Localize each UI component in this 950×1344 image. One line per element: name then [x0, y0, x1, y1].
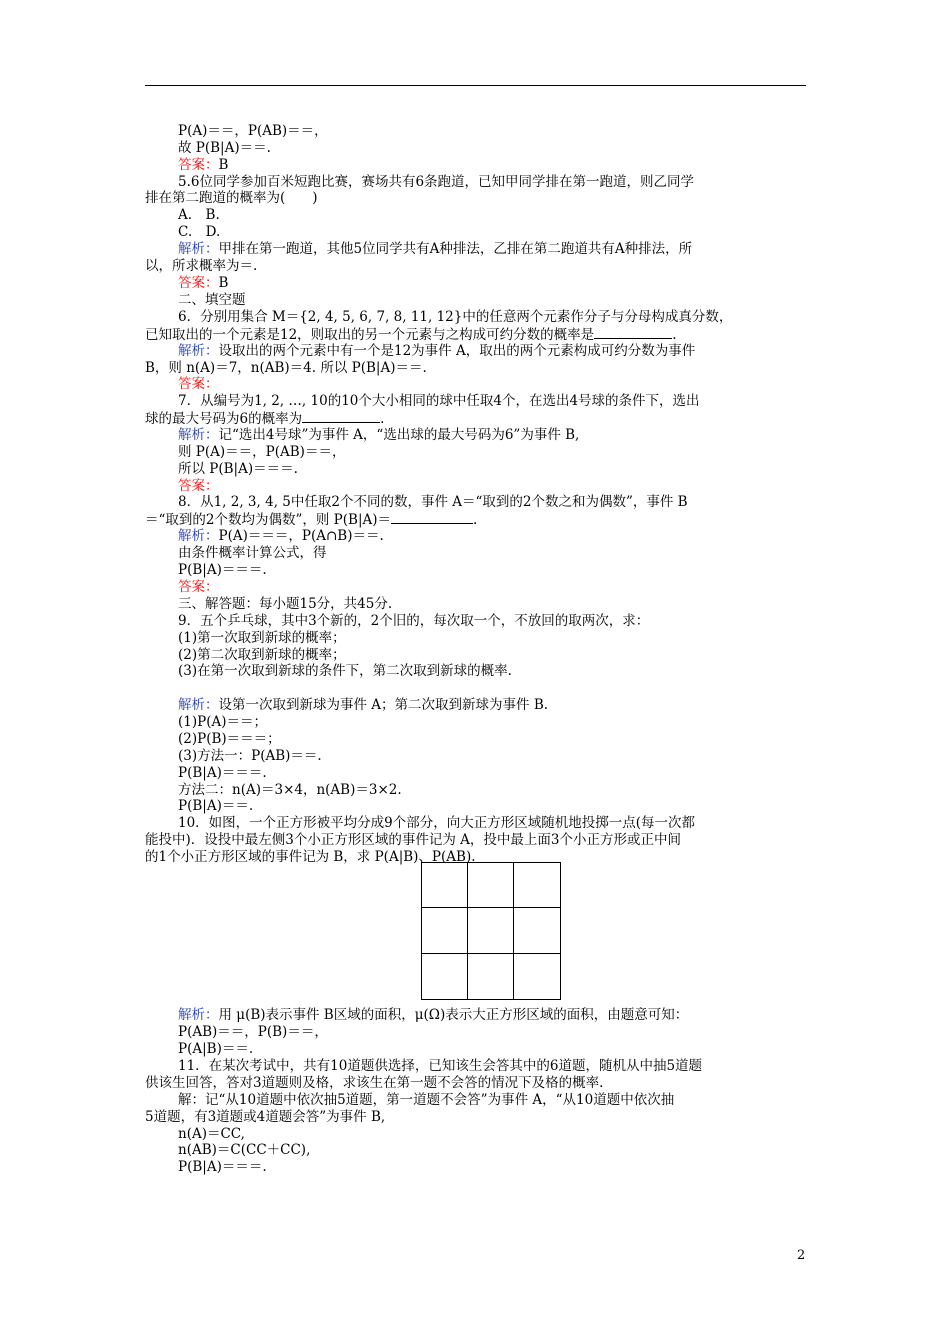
- text-line: [145, 326, 676, 343]
- analysis-label: 解析：: [178, 241, 219, 257]
- question-8: 8．从1, 2, 3, 4, 5中任取2个不同的数，事件 A＝“取到的2个数之和为偶数”，事件 B: [178, 494, 688, 510]
- text-line: 的1个小正方形区域的事件记为 B，求 P(A|B)、P(AB).: [145, 849, 476, 865]
- answer-value: B: [218, 275, 229, 291]
- grid-cell: [514, 863, 560, 908]
- question-11: 11．在某次考试中，共有10道题供选择，已知该生会答其中的6道题，随机从中抽5道题: [178, 1058, 703, 1074]
- text-line: 供该生回答，答对3道题则及格，求该生在第一题不会答的情况下及格的概率.: [145, 1075, 604, 1091]
- analysis-line: [178, 528, 384, 544]
- text-line: (2)第二次取到新球的概率；: [178, 647, 346, 663]
- text-line: 则 P(A)＝＝，P(AB)＝＝，: [178, 444, 346, 460]
- answer-blank: [391, 511, 473, 524]
- analysis-line: [178, 427, 579, 443]
- section-heading: 二、填空题: [178, 292, 246, 308]
- text-line: n(A)＝CC,: [178, 1126, 245, 1142]
- analysis-text: 设取出的两个元素中有一个是12为事件 A，取出的两个元素构成可约分数为事件: [218, 343, 696, 359]
- analysis-label: 解析：: [178, 1007, 219, 1023]
- analysis-text: 记“选出4号球”为事件 A，“选出球的最大号码为6”为事件 B,: [218, 427, 580, 443]
- analysis-line: [178, 1007, 688, 1023]
- text-line: [145, 511, 477, 528]
- answer-blank: [302, 410, 380, 423]
- text-span: 已知取出的一个元素是12，则取出的另一个元素与之构成可约分数的概率是: [145, 327, 595, 343]
- answer-label: 答案：: [178, 376, 219, 392]
- text-line: 以，所求概率为＝.: [145, 258, 258, 274]
- question-10: 10．如图，一个正方形被平均分成9个部分，向大正方形区域随机地投掷一点(每一次都: [178, 815, 696, 831]
- nine-square-figure: [421, 862, 561, 1000]
- text-line: P(B|A)＝＝＝.: [178, 562, 267, 578]
- analysis-label: 解析：: [178, 528, 219, 544]
- analysis-line: [178, 241, 692, 257]
- text-line: 能投中)．设投中最左侧3个小正方形区域的事件记为 A，投中最上面3个小正方形或正中间: [145, 832, 681, 848]
- text-line: (2)P(B)＝＝＝；: [178, 731, 281, 747]
- analysis-label: 解析：: [178, 427, 219, 443]
- answer-value: B: [218, 157, 229, 173]
- text-line: (1)第一次取到新球的概率；: [178, 630, 346, 646]
- text-line: B，则 n(A)＝7，n(AB)＝4. 所以 P(B|A)＝＝.: [145, 360, 427, 376]
- analysis-line: [178, 343, 695, 359]
- text-span: ＝“取到的2个数均为偶数”，则 P(B|A)＝: [145, 512, 392, 528]
- text-line: P(B|A)＝＝.: [178, 798, 254, 814]
- grid-cell: [422, 863, 468, 908]
- text-line: 解：记“从10道题中依次抽5道题，第一道题不会答”为事件 A，“从10道题中依次抽: [178, 1092, 675, 1108]
- text-span: 球的最大号码为6的概率为: [145, 411, 303, 427]
- text-line: 5道题，有3道题或4道题会答”为事件 B,: [145, 1109, 386, 1125]
- text-line: 由条件概率计算公式，得: [178, 545, 327, 561]
- text-line: 所以 P(B|A)＝＝＝.: [178, 461, 298, 477]
- analysis-line: [178, 697, 548, 713]
- question-7: 7．从编号为1, 2, …, 10的10个大小相同的球中任取4个，在选出4号球的条件下，选出: [178, 393, 700, 409]
- answer-label: 答案：: [178, 478, 219, 494]
- answer-line: [178, 157, 228, 173]
- grid-cell: [468, 908, 514, 953]
- question-6: 6．分别用集合 M＝{2, 4, 5, 6, 7, 8, 11, 12}中的任意两个元素作分子与分母构成真分数，: [178, 309, 733, 325]
- grid-cell: [514, 908, 560, 953]
- grid-cell: [468, 863, 514, 908]
- option-line: A. B.: [178, 207, 220, 223]
- grid-cell: [514, 954, 560, 999]
- analysis-text: 用 μ(B)表示事件 B区域的面积，μ(Ω)表示大正方形区域的面积，由题意可知：: [218, 1007, 689, 1023]
- analysis-text: 设第一次取到新球为事件 A；第二次取到新球为事件 B.: [218, 697, 549, 713]
- analysis-label: 解析：: [178, 697, 219, 713]
- text-line: 故 P(B|A)＝＝.: [178, 140, 271, 156]
- text-line: (3)在第一次取到新球的条件下，第二次取到新球的概率.: [178, 663, 512, 679]
- question-9: 9．五个乒乓球，其中3个新的，2个旧的，每次取一个，不放回的取两次，求：: [178, 613, 650, 629]
- option-line: C. D.: [178, 224, 221, 240]
- grid-cell: [468, 954, 514, 999]
- text-span: .: [473, 512, 478, 528]
- text-span: .: [380, 411, 385, 427]
- grid-cell: [422, 954, 468, 999]
- text-line: [145, 410, 384, 427]
- text-line: 方法二：n(A)＝3×4，n(AB)＝3×2.: [178, 782, 402, 798]
- text-line: P(A)＝＝，P(AB)＝＝，: [178, 123, 328, 139]
- text-line: P(A|B)＝＝.: [178, 1041, 254, 1057]
- page-number: 2: [797, 1248, 806, 1263]
- analysis-text: P(A)＝＝＝，P(A∩B)＝＝.: [218, 528, 384, 544]
- answer-line: [178, 275, 228, 291]
- answer-label: 答案：: [178, 275, 219, 291]
- text-line: (1)P(A)＝＝；: [178, 714, 267, 730]
- answer-blank: [594, 326, 672, 339]
- text-line: (3)方法一：P(AB)＝＝.: [178, 748, 322, 764]
- analysis-text: 甲排在第一跑道，其他5位同学共有A种排法，乙排在第二跑道共有A种排法，所: [218, 241, 693, 257]
- answer-label: 答案：: [178, 157, 219, 173]
- text-line: 排在第二跑道的概率为( ): [145, 190, 318, 206]
- section-heading: 三、解答题：每小题15分，共45分.: [178, 596, 393, 612]
- text-line: n(AB)＝C(CC＋CC),: [178, 1142, 311, 1158]
- answer-label: 答案：: [178, 579, 219, 595]
- grid-cell: [422, 908, 468, 953]
- text-line: P(AB)＝＝，P(B)＝＝，: [178, 1024, 328, 1040]
- text-line: P(B|A)＝＝＝.: [178, 765, 267, 781]
- analysis-label: 解析：: [178, 343, 219, 359]
- text-line: P(B|A)＝＝＝.: [178, 1159, 267, 1175]
- question-5: 5.6位同学参加百米短跑比赛，赛场共有6条跑道，已知甲同学排在第一跑道，则乙同学: [178, 174, 695, 190]
- text-span: .: [672, 327, 677, 343]
- header-rule: [145, 85, 806, 86]
